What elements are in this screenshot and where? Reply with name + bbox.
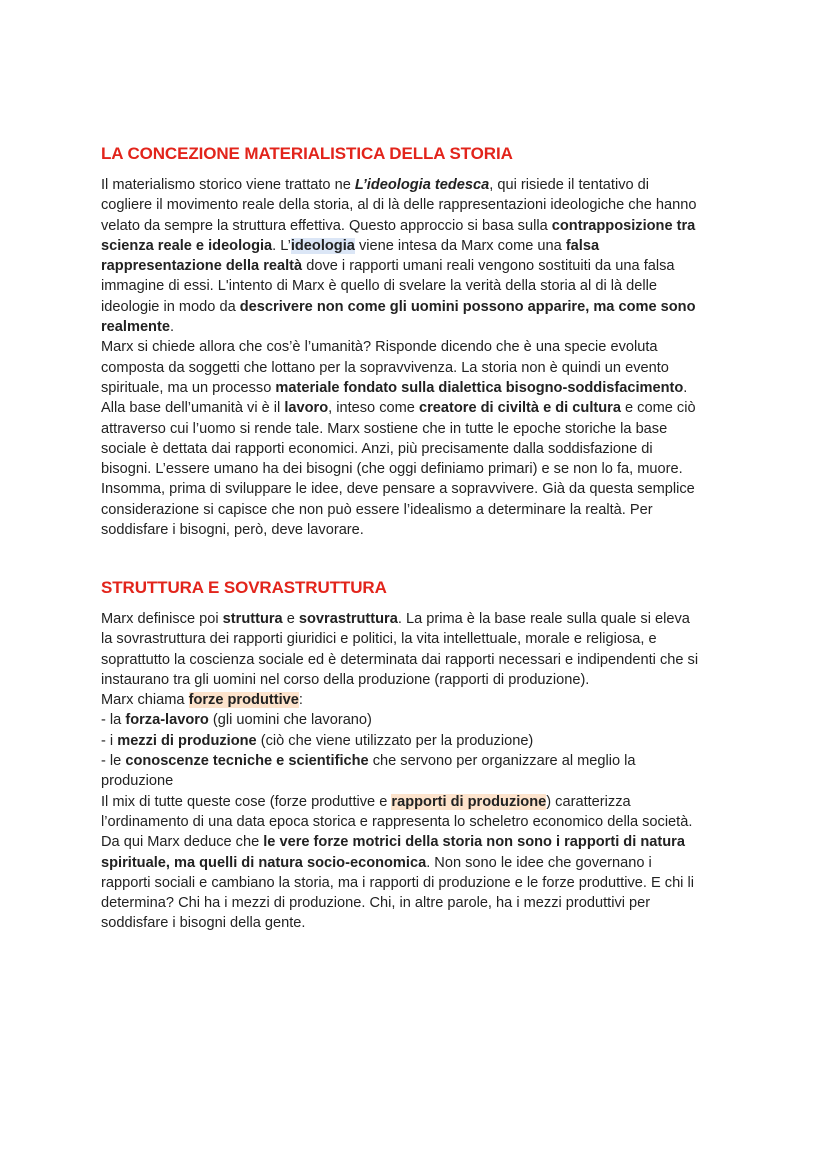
text-run: rapporti sociali e cambiano la storia, ma i rapporti di produzione e le forze produttive. E chi li	[101, 874, 694, 891]
text-line	[101, 873, 741, 893]
text-run: considerazione si capisce che non può essere l’idealismo a determinare la realtà. Per	[101, 501, 653, 518]
text-line	[101, 398, 741, 418]
text-run: velato da sempre la struttura effettiva. Questo approccio si basa sulla	[101, 217, 552, 234]
text-line	[101, 276, 741, 296]
text-line	[101, 297, 741, 317]
text-run: Marx chiama	[101, 692, 189, 709]
emphasized-text: L’ideologia tedesca	[354, 177, 490, 193]
text-line	[101, 893, 741, 913]
text-run: la sovrastruttura dei rapporti giuridici e politici, la vita intellettuale, morale e religiosa, e	[101, 631, 657, 648]
emphasized-text: falsa	[565, 237, 600, 254]
text-run: spirituale, ma un processo	[101, 379, 276, 396]
text-run: soprattutto la coscienza sociale ed è determinata dai rapporti necessari e indipendenti che si	[101, 651, 699, 668]
text-line	[101, 216, 741, 236]
emphasized-text: spirituale, ma quelli di natura socio-economica	[101, 854, 427, 871]
emphasized-text: descrivere non come gli uomini possono apparire, ma come sono	[239, 298, 696, 315]
text-run: :	[298, 692, 303, 709]
emphasized-text: conoscenze tecniche e scientifiche	[125, 753, 369, 770]
text-line	[101, 358, 741, 378]
text-line	[101, 629, 741, 649]
section-title-concezione: LA CONCEZIONE MATERIALISTICA DELLA STORIA	[101, 144, 513, 163]
text-run: che servono per organizzare al meglio la	[368, 753, 636, 770]
text-line	[101, 792, 741, 812]
text-run: viene intesa da Marx come una	[354, 237, 566, 254]
text-run: soddisfare i bisogni della gente.	[101, 915, 306, 932]
text-run: - i	[101, 732, 118, 749]
emphasized-text: mezzi di produzione	[117, 732, 257, 749]
text-line	[101, 751, 741, 771]
text-run: ideologie in modo da	[101, 298, 240, 315]
text-run: Alla base dell’umanità vi è il	[101, 400, 285, 417]
emphasized-text: creatore di civiltà e di cultura	[418, 400, 621, 417]
text-line	[101, 500, 741, 520]
text-line	[101, 650, 741, 670]
text-run: cogliere il movimento reale della storia, al di là delle rappresentazioni ideologiche che hanno	[101, 197, 697, 214]
text-line	[101, 459, 741, 479]
text-run: . L’	[272, 237, 291, 254]
emphasized-text: rappresentazione della realtà	[101, 258, 303, 275]
text-run: soddisfare i bisogni, però, deve lavorare.	[101, 522, 364, 539]
text-run: Il materialismo storico viene trattato ne	[101, 177, 355, 193]
text-run: , inteso come	[328, 400, 419, 417]
text-run: composta da soggetti che lottano per la sopravvivenza. La storia non è quindi un evento	[101, 359, 669, 376]
text-run: (ciò che viene utilizzato per la produzione)	[256, 732, 534, 749]
text-line	[101, 236, 741, 256]
text-run: e come ciò	[620, 400, 696, 417]
text-run: Da qui Marx deduce che	[101, 834, 264, 851]
text-line	[101, 195, 741, 215]
text-run: dove i rapporti umani reali vengono sostituiti da una falsa	[302, 258, 675, 275]
text-run: Marx definisce poi	[101, 611, 223, 627]
text-line	[101, 832, 741, 852]
text-line	[101, 378, 741, 398]
emphasized-text: forze produttive	[188, 692, 299, 709]
text-run: . La prima è la base reale sulla quale si eleva	[397, 611, 690, 627]
text-run: (gli uomini che lavorano)	[208, 712, 372, 729]
text-run: Il mix di tutte queste cose (forze produttive e	[101, 793, 392, 810]
section-body-concezione	[101, 175, 741, 540]
text-line	[101, 520, 741, 540]
emphasized-text: sovrastruttura	[298, 611, 398, 627]
text-line	[101, 812, 741, 832]
text-line	[101, 479, 741, 499]
text-line	[101, 690, 741, 710]
text-line	[101, 317, 741, 337]
emphasized-text: materiale fondato sulla dialettica bisogno-soddisfacimento	[275, 379, 684, 396]
text-run: .	[169, 319, 175, 336]
section-title-struttura: STRUTTURA E SOVRASTRUTTURA	[101, 578, 387, 597]
text-line	[101, 609, 741, 629]
emphasized-text: contrapposizione tra	[551, 217, 696, 234]
text-line	[101, 419, 741, 439]
text-run: - le	[101, 753, 126, 770]
text-run: produzione	[101, 773, 174, 790]
text-line	[101, 337, 741, 357]
text-run: instaurano tra gli uomini nel corso della produzione (rapporti di produzione).	[101, 671, 590, 688]
text-run: sociale è dettata dai rapporti economici. Anzi, più precisamente dalla soddisfazione di	[101, 440, 653, 457]
emphasized-text: forza-lavoro	[125, 712, 209, 729]
text-run: attraverso cui l’uomo si rende tale. Marx sostiene che in tutte le epoche storiche la base	[101, 420, 668, 437]
emphasized-text: le vere forze motrici della storia non sono i rapporti di natura	[263, 834, 685, 851]
text-line	[101, 256, 741, 276]
text-run: Marx si chiede allora che cos’è l’umanità? Risponde dicendo che è una specie evoluta	[101, 339, 658, 356]
text-run: ) caratterizza	[546, 793, 631, 810]
emphasized-text: scienza reale e ideologia	[101, 237, 273, 254]
text-run: Insomma, prima di sviluppare le idee, deve pensare a sopravvivere. Già da questa semplice	[101, 481, 695, 498]
text-line	[101, 913, 741, 933]
text-run: .	[683, 379, 688, 396]
text-run: determina? Chi ha i mezzi di produzione. Chi, in altre parole, ha i mezzi produttivi per	[101, 895, 651, 912]
text-line	[101, 175, 741, 195]
text-run: bisogni. L’essere umano ha dei bisogni (che oggi definiamo primari) e se non lo fa, muore.	[101, 461, 683, 478]
text-line	[101, 670, 741, 690]
text-line	[101, 731, 741, 751]
text-line	[101, 710, 741, 730]
text-run: immagine di essi. L'intento di Marx è quello di svelare la verità della storia al di là delle	[101, 278, 658, 295]
section-body-struttura	[101, 609, 741, 934]
text-run: . Non sono le idee che governano i	[426, 854, 652, 871]
text-run: l’ordinamento di una data epoca storica e rappresenta lo scheletro economico della società.	[101, 813, 693, 830]
emphasized-text: struttura	[222, 611, 283, 627]
emphasized-text: realmente	[101, 319, 170, 336]
emphasized-text: ideologia	[290, 237, 355, 254]
emphasized-text: lavoro	[284, 400, 329, 417]
emphasized-text: rapporti di produzione	[391, 793, 547, 810]
text-run: , qui risiede il tentativo di	[489, 177, 650, 193]
text-line	[101, 853, 741, 873]
text-run: - la	[101, 712, 126, 729]
text-line	[101, 771, 741, 791]
text-run: e	[282, 611, 299, 627]
text-line	[101, 439, 741, 459]
